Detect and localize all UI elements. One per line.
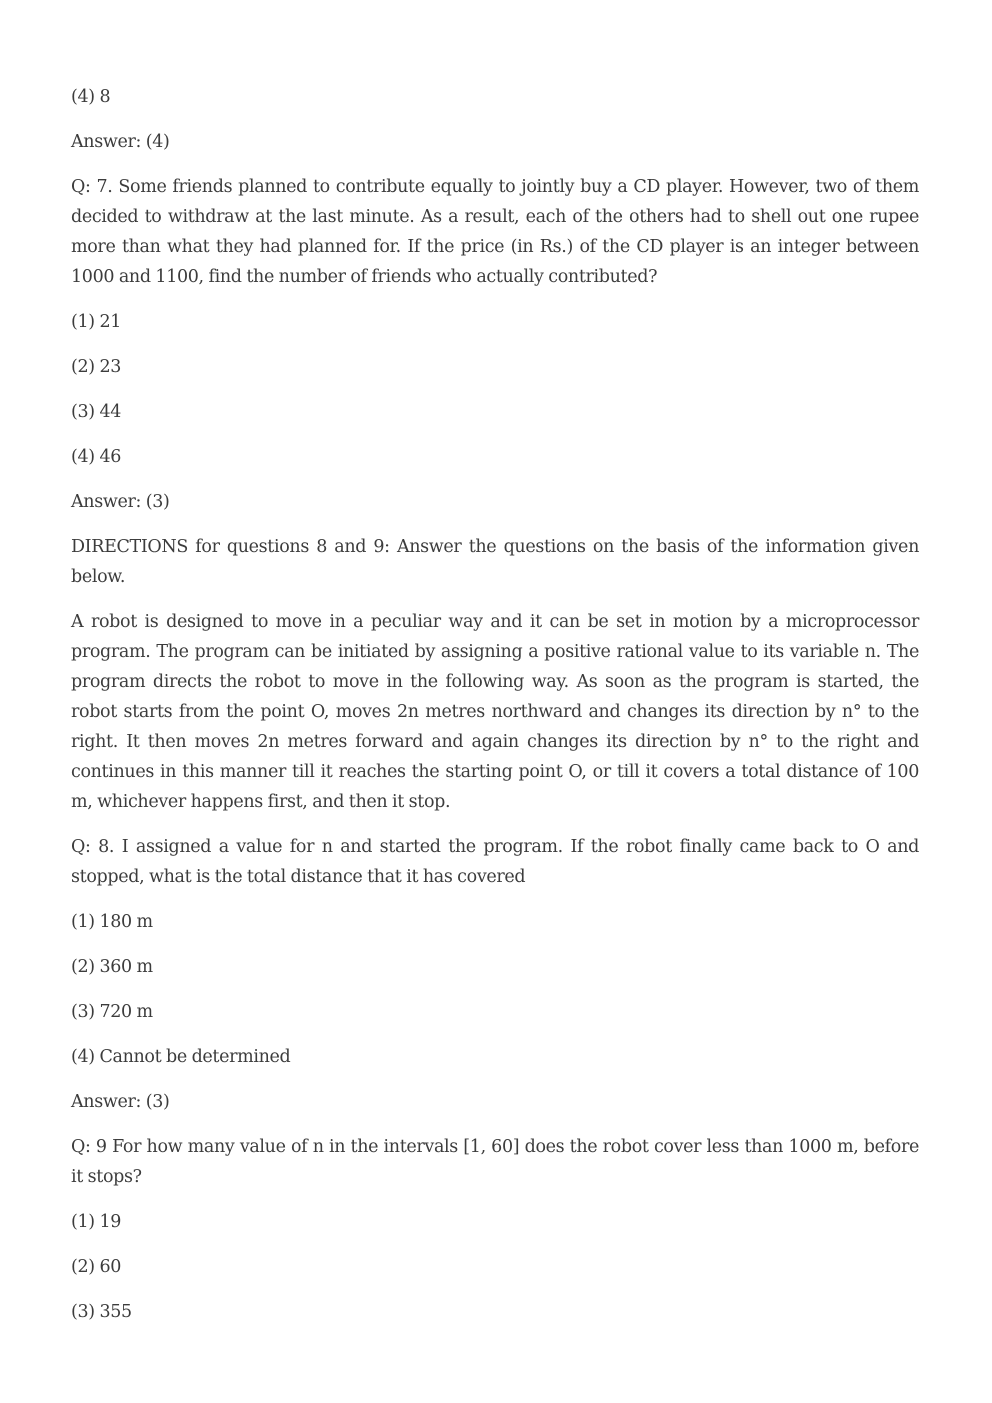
option-q8-4: (4) Cannot be determined [71,1047,291,1067]
option-q8-3: (3) 720 m [71,1002,153,1022]
option-q7-1: (1) 21 [71,312,122,332]
option-q9-2: (2) 60 [71,1257,122,1277]
document-page [71,82,919,1342]
question-9: Q: 9 For how many value of n in the intervals [1, 60] does the robot cover less than 1000 m, before it stops? [71,1137,919,1187]
option-q7-2: (2) 23 [71,357,122,377]
answer-q8: Answer: (3) [71,1092,170,1112]
question-7: Q: 7. Some friends planned to contribute equally to jointly buy a CD player. However, two of them decided to withdraw at the last minute. As a result, each of the others had to shell out one rupee more than what they had planned for. If the price (in Rs.) of the CD player is an integer between 1000 and 1100, find the number of friends who actually contributed? [71,177,919,287]
option-q6-4: (4) 8 [71,87,111,107]
option-q7-3: (3) 44 [71,402,122,422]
question-8: Q: 8. I assigned a value for n and started the program. If the robot finally came back to O and stopped, what is the total distance that it has covered [71,837,919,887]
robot-passage: A robot is designed to move in a peculiar way and it can be set in motion by a microprocessor program. The program can be initiated by assigning a positive rational value to its variable n. The program directs the robot to move in the following way. As soon as the program is started, the robot starts from the point O, moves 2n metres northward and changes its direction by n° to the right. It then moves 2n metres forward and again changes its direction by n° to the right and continues in this manner till it reaches the starting point O, or till it covers a total distance of 100 m, whichever happens first, and then it stop. [71,612,919,812]
directions-q8-9: DIRECTIONS for questions 8 and 9: Answer the questions on the basis of the information given below. [71,537,919,587]
option-q7-4: (4) 46 [71,447,122,467]
answer-q7: Answer: (3) [71,492,170,512]
option-q8-1: (1) 180 m [71,912,153,932]
option-q9-3: (3) 355 [71,1302,132,1322]
option-q8-2: (2) 360 m [71,957,153,977]
option-q9-1: (1) 19 [71,1212,122,1232]
answer-q6: Answer: (4) [71,132,170,152]
